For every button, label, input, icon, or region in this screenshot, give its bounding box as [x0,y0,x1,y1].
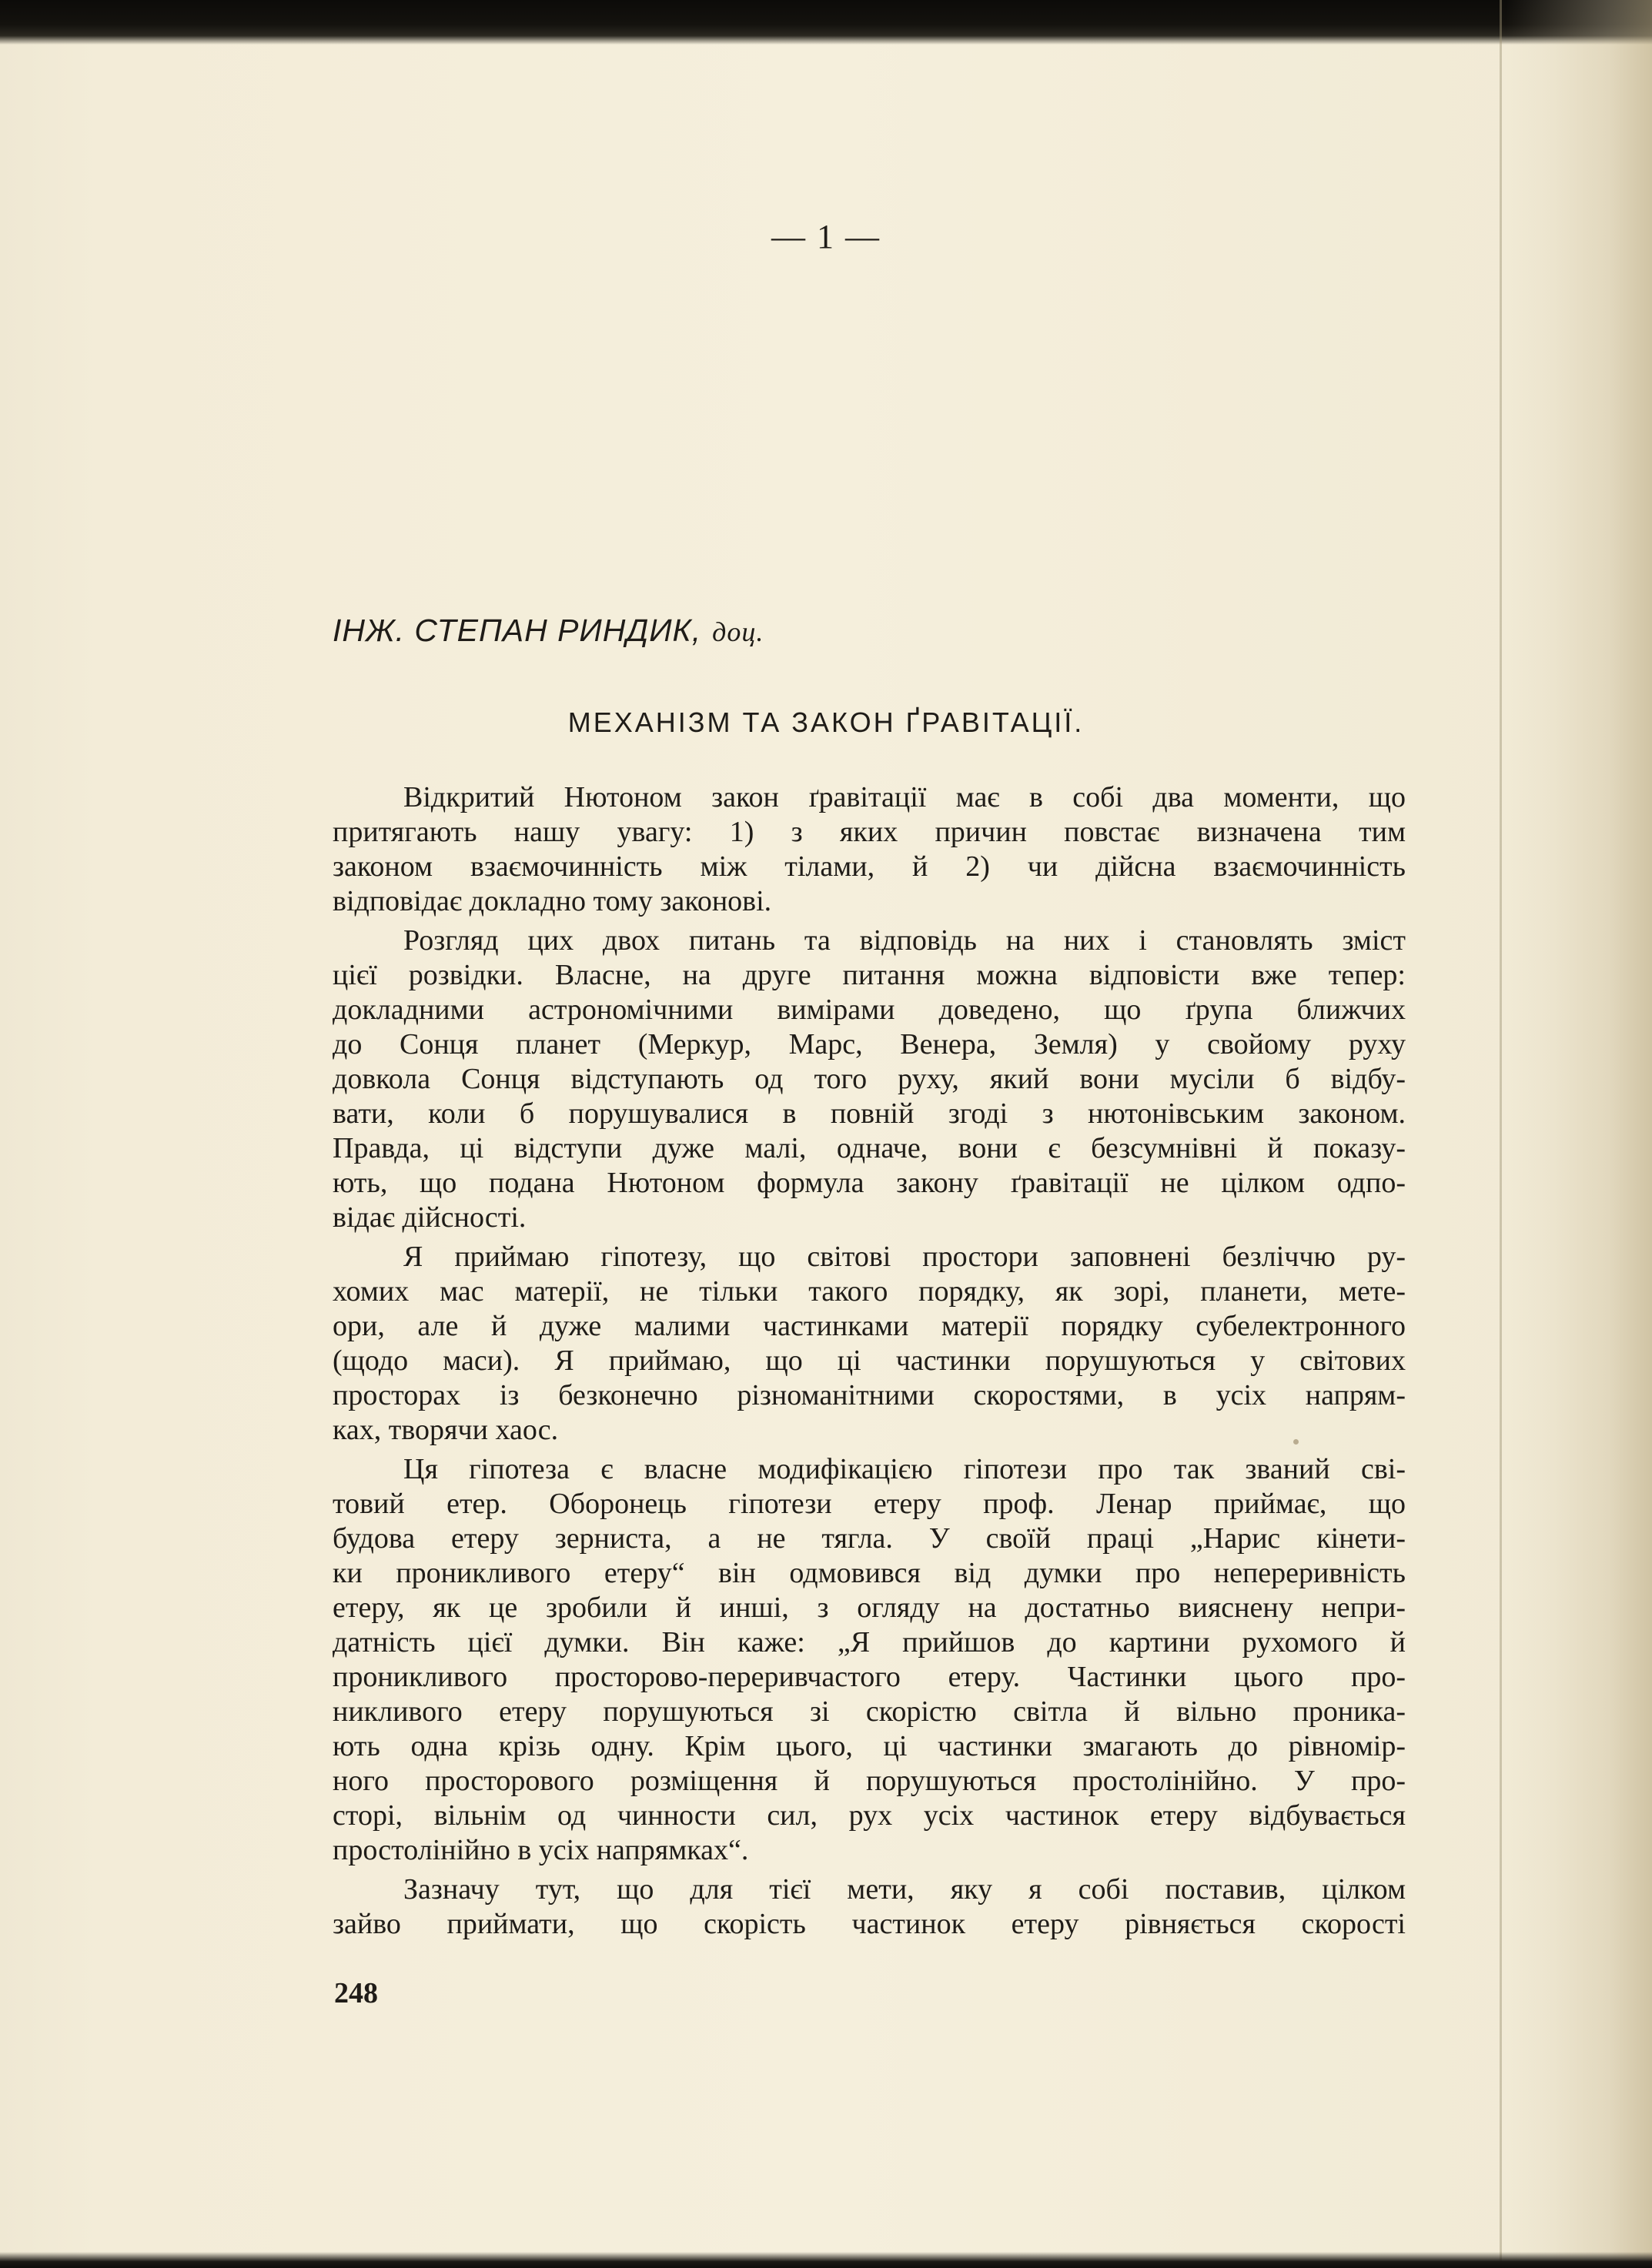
text-line: етеру, як це зробили й инші, з огляду на достатньо вияснену непри- [333,1592,1406,1624]
text-line: відповідає докладно тому законові. [333,885,772,917]
text-line: просторах із безконечно різноманітними скоростями, в усіх напрям- [333,1379,1406,1411]
text-line: (щодо маси). Я приймаю, що ці частинки порушуються у світових [333,1344,1406,1377]
author-line [333,613,764,649]
scan-right-edge [1506,0,1652,2268]
text-line: датність цієї думки. Він каже: „Я прийшов до картини рухомого й [333,1626,1406,1658]
text-line: Правда, ці відступи дуже малі, одначе, вони є безсумнівні й показу- [333,1132,1406,1164]
scan-bottom-shadow [0,2252,1652,2268]
text-line: будова етеру зерниста, а не тягла. У своїй праці „Нарис кінети- [333,1522,1406,1555]
text-line: Зазначу тут, що для тієї мети, яку я собі поставив, цілком [403,1873,1406,1906]
text-line: хомих мас матерії, не тільки такого порядку, як зорі, планети, мете- [333,1275,1406,1308]
text-line: простолінійно в усіх напрямках“. [333,1834,749,1866]
text-line: ках, творячи хаос. [333,1414,559,1446]
text-line: вати, коли б порушувалися в повній згоді з нютонівським законом. [333,1097,1406,1130]
paragraph [333,1240,1406,1448]
text-line: Я приймаю гіпотезу, що світові простори заповнені безліччю ру- [403,1241,1406,1273]
text-line: законом взаємочинність між тілами, й 2) чи дійсна взаємочинність [333,850,1406,883]
text-line: ного просторового розміщення й порушуються простолінійно. У про- [333,1765,1406,1797]
text-line: Ця гіпотеза є власне модифікацією гіпотези про так званий сві- [403,1453,1406,1485]
page-crease [1500,0,1502,2268]
text-line: Розгляд цих двох питань та відповідь на них і становлять зміст [403,924,1406,957]
text-line: ори, але й дуже малими частинками матерії порядку субелектронного [333,1310,1406,1342]
paragraph [333,1452,1406,1868]
page-number: 248 [334,1977,378,2009]
author-name: ІНЖ. СТЕПАН РИНДИК, [333,613,702,648]
article-body [333,780,1406,1946]
text-line: товий етер. Оборонець гіпотези етеру проф. Ленар приймає, що [333,1488,1406,1520]
text-line: зайво приймати, що скорість частинок етеру рівняється скорості [333,1908,1406,1940]
author-degree: доц. [712,616,764,647]
text-line: ють одна крізь одну. Крім цього, ці частинки змагають до рівномір- [333,1730,1406,1762]
section-marker: — 1 — [771,218,881,256]
scan-top-shadow [0,0,1652,45]
text-line: проникливого просторово-переривчастого етеру. Частинки цього про- [333,1661,1406,1693]
text-line: притягають нашу увагу: 1) з яких причин повстає визначена тим [333,816,1406,848]
text-line: цієї розвідки. Власне, на друге питання можна відповісти вже тепер: [333,959,1406,991]
text-line: ють, що подана Нютоном формула закону ґравітації не цілком одпо- [333,1167,1406,1199]
text-line: до Сонця планет (Меркур, Марс, Венера, Земля) у свойому руху [333,1028,1406,1061]
text-line: докладними астрономічними вимірами доведено, що ґрупа ближчих [333,994,1406,1026]
text-line: Відкритий Нютоном закон ґравітації має в собі два моменти, що [403,781,1406,813]
text-line: сторі, вільнім од чинности сил, рух усіх частинок етеру відбувається [333,1799,1406,1832]
text-line: довкола Сонця відступають од того руху, який вони мусіли б відбу- [333,1063,1406,1095]
paragraph [333,924,1406,1235]
paragraph [333,1872,1406,1942]
text-line: відає дійсності. [333,1201,527,1234]
text-line: никливого етеру порушуються зі скорістю світла й вільно проника- [333,1695,1406,1728]
paragraph [333,780,1406,919]
text-line: ки проникливого етеру“ він одмовився від думки про непереривність [333,1557,1406,1589]
article-title: МЕХАНІЗМ ТА ЗАКОН ҐРАВІТАЦІЇ. [567,706,1085,738]
